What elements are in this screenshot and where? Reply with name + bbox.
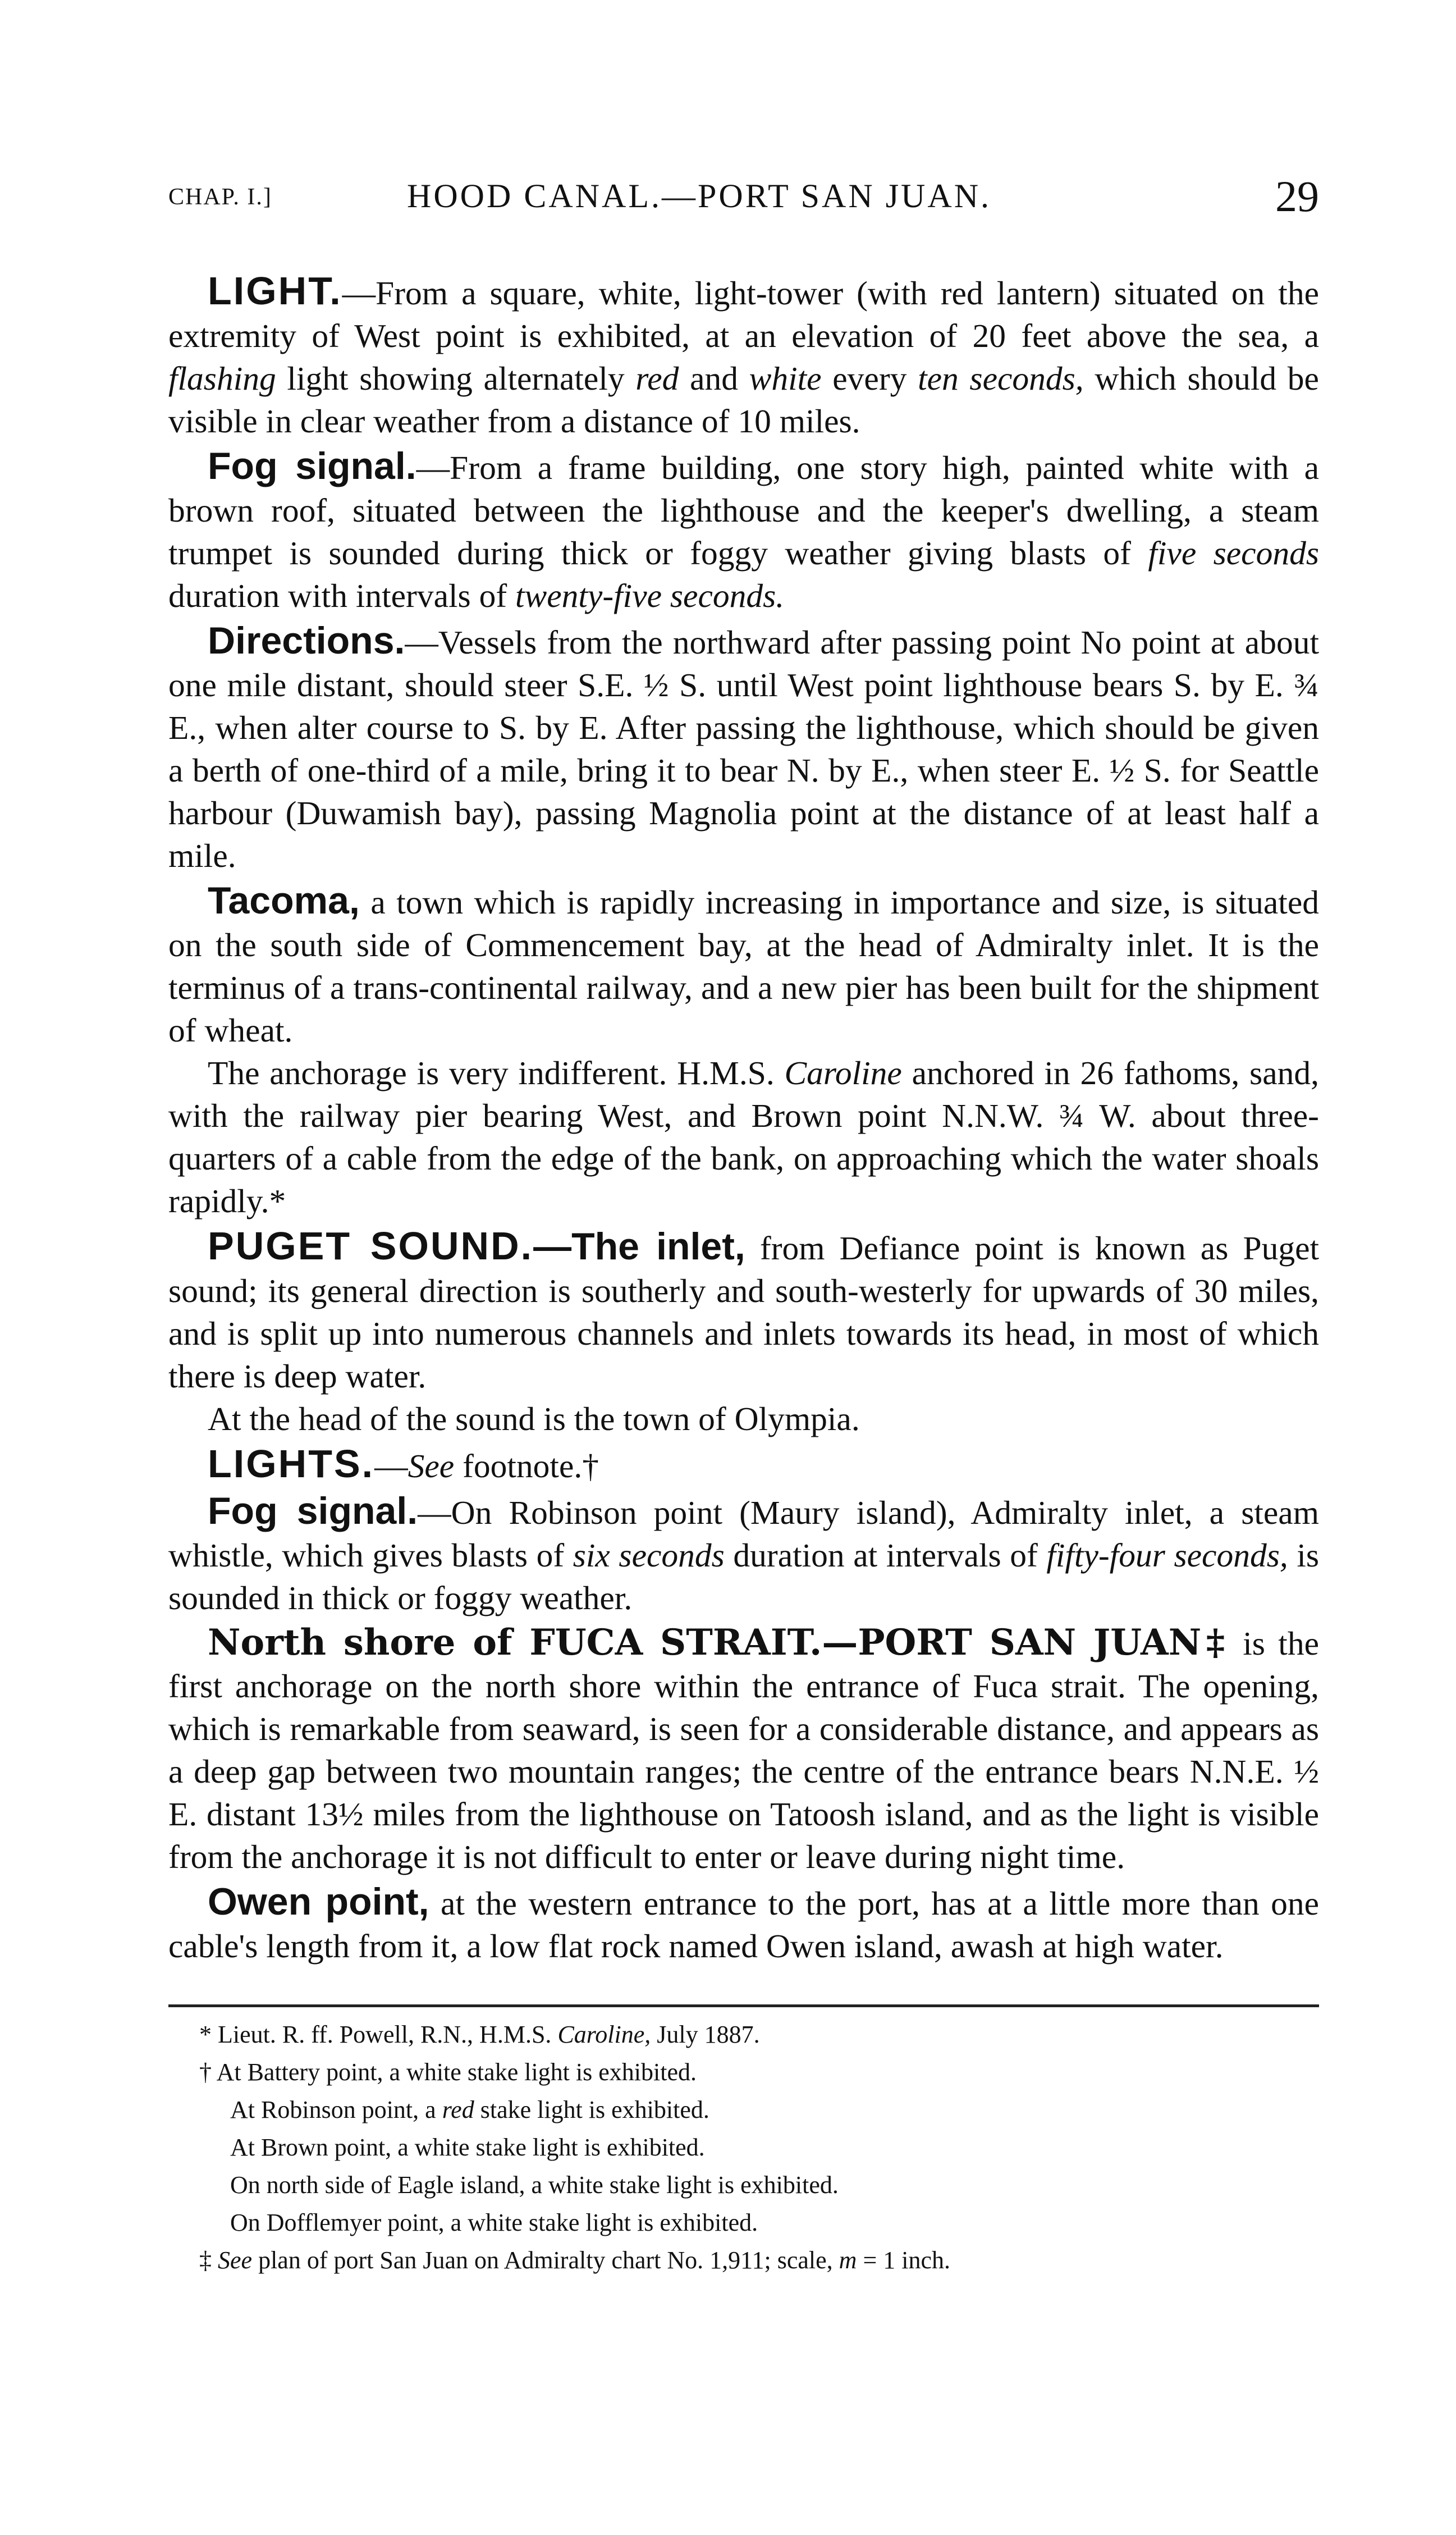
paragraph-fog-signal-1 [168, 445, 1319, 617]
heading-puget-sound: PUGET SOUND. [208, 1224, 534, 1268]
light-text-d: every [821, 360, 918, 397]
light-text-c: and [679, 360, 749, 397]
footnote-2-line-2 [199, 2091, 1319, 2129]
lights-text: footnote.† [454, 1447, 599, 1485]
fog2-text-b: duration at intervals of [724, 1537, 1047, 1574]
paragraph-tacoma [168, 879, 1319, 1052]
light-flashing: flashing [168, 360, 276, 397]
running-title: HOOD CANAL.—PORT SAN JUAN. [407, 177, 992, 214]
footnote-3-text-b: = 1 inch. [857, 2246, 951, 2274]
directions-text: —Vessels from the northward after passing point No point at about one mile distant, should steer S.E. ½ S. until West point lighthouse bears S. by E. ¾ E., when alter course to S. by E. After passing the lighthouse, which should be given a berth of one-third of a mile, bring it to bear N. by E., when steer E. ½ S. for Seattle harbour (Duwamish bay), passing Magnolia point at the distance of at least half a mile. [168, 624, 1319, 874]
footnote-2-line-4: On north side of Eagle island, a white stake light is exhibited. [230, 2171, 839, 2199]
footnote-2-line-5: On Dofflemyer point, a white stake light is exhibited. [230, 2209, 758, 2236]
footnote-3 [199, 2241, 1319, 2279]
chapter-label: CHAP. I.] [168, 184, 272, 210]
heading-tacoma: Tacoma, [208, 879, 360, 922]
fog1-text-b: duration with intervals of [168, 577, 516, 614]
page-number: 29 [1275, 172, 1319, 221]
footnote-1-mark: * [199, 2021, 212, 2048]
puget-text: from Defiance point is known as Puget sound; its general direction is southerly and south-westerly for upwards of 30 miles, and is split up into numerous channels and inlets towards its head, in most of which there is deep water. [168, 1230, 1320, 1395]
fog2-fifty-four: fifty-four seconds, [1046, 1537, 1288, 1574]
light-ten-seconds: ten seconds, [918, 360, 1084, 397]
footnote-3-m: m [839, 2246, 857, 2274]
light-red: red [635, 360, 679, 397]
fog2-text-c: is sounded in thick or foggy weather. [168, 1537, 1320, 1616]
fog2-six-seconds: six seconds [573, 1537, 725, 1574]
tacoma-text: a town which is rapidly increasing in importance and size, is situated on the south side of Commencement bay, at the head of Admiralty inlet. It is the terminus of a trans-continental railway, and a new pier has been built for the shipment of wheat. [168, 884, 1319, 1049]
heading-fog-signal-2: Fog signal. [208, 1490, 418, 1532]
paragraph-anchorage [168, 1052, 1319, 1222]
footnote-2-line-1 [199, 2053, 1319, 2091]
light-text-b: light showing alternately [276, 360, 636, 397]
paragraph-fog-signal-2 [168, 1490, 1319, 1619]
anchorage-text-a: The anchorage is very indifferent. H.M.S. [208, 1054, 785, 1091]
footnote-3-mark: ‡ [199, 2246, 212, 2274]
lights-see: See [408, 1447, 455, 1485]
anchorage-caroline: Caroline [784, 1054, 902, 1091]
paragraph-lights [168, 1442, 1319, 1487]
body-text [168, 270, 1319, 1967]
fog1-twenty-five: twenty-five seconds. [515, 577, 785, 614]
heading-directions: Directions. [208, 619, 405, 662]
paragraph-directions [168, 619, 1319, 877]
footnote-rule [168, 2004, 1319, 2007]
light-text-a: —From a square, white, light-tower (with red lantern) situated on the extremity of West point is exhibited, at an elevation of 20 feet above the sea, a [168, 275, 1319, 354]
lights-dash: — [374, 1447, 408, 1485]
footnote-2-robinson-a: At Robinson point, a [230, 2096, 442, 2123]
heading-lights: LIGHTS. [208, 1442, 375, 1486]
fog1-text-a: —From a frame building, one story high, painted white with a brown roof, situated between the lighthouse and the keeper's dwelling, a steam trumpet is sounded during thick or foggy weather giving blasts of [168, 449, 1319, 572]
owen-text: at the western entrance to the port, has at a little more than one cable's length from it, a low flat rock named Owen island, awash at high water. [168, 1885, 1319, 1965]
footnotes [199, 2016, 1319, 2279]
heading-fog-signal-1: Fog signal. [208, 445, 416, 487]
paragraph-light [168, 270, 1319, 442]
footnote-2-robinson-red: red [442, 2096, 474, 2123]
footnote-3-text-a: plan of port San Juan on Admiralty chart No. 1,911; scale, [252, 2246, 839, 2274]
olympia-text: At the head of the sound is the town of Olympia. [208, 1400, 860, 1437]
fog2-text-a: —On Robinson point (Maury island), Admiralty inlet, a steam whistle, which gives blasts of [168, 1494, 1319, 1574]
heading-owen-point: Owen point, [208, 1880, 429, 1923]
light-white: white [749, 360, 822, 397]
paragraph-puget-sound [168, 1225, 1319, 1397]
anchorage-text-b: anchored in 26 fathoms, sand, with the railway pier bearing West, and Brown point N.N.W. ¾ W. about three-quarters of a cable from the edge of the bank, on approaching which the water shoals rapidly.* [168, 1054, 1319, 1219]
heading-fuca-strait: North shore of FUCA STRAIT.—PORT SAN JUAN‡ [208, 1622, 1230, 1664]
paragraph-owen-point [168, 1880, 1319, 1967]
running-head [168, 171, 1319, 239]
light-text-e: which should be visible in clear weather from a distance of 10 miles. [168, 360, 1319, 440]
footnote-2-line-3: At Brown point, a white stake light is exhibited. [230, 2134, 705, 2161]
footnote-2-battery: At Battery point, a white stake light is exhibited. [212, 2058, 697, 2086]
heading-light: LIGHT. [208, 269, 342, 313]
footnote-1-text-b: July 1887. [651, 2021, 760, 2048]
footnote-1 [199, 2016, 1319, 2053]
footnote-1-text-a: Lieut. R. ff. Powell, R.N., H.M.S. [212, 2021, 558, 2048]
footnote-2-robinson-b: stake light is exhibited. [474, 2096, 709, 2123]
fuca-text: is the first anchorage on the north shore within the entrance of Fuca strait. The opening, which is remarkable from seaward, is seen for a considerable distance, and appears as a deep gap between two mountain ranges; the centre of the entrance bears N.N.E. ½ E. distant 13½ miles from the lighthouse on Tatoosh island, and as the light is visible from the anchorage it is not difficult to enter or leave during night time. [168, 1625, 1319, 1875]
paragraph-fuca-strait [168, 1622, 1319, 1878]
footnote-3-see: See [218, 2246, 253, 2274]
heading-the-inlet: —The inlet, [533, 1225, 745, 1268]
fog1-five-seconds: five seconds [1148, 535, 1319, 572]
footnote-1-caroline: Caroline, [557, 2021, 651, 2048]
paragraph-olympia [168, 1397, 1319, 1440]
footnote-2-mark: † [199, 2058, 212, 2086]
